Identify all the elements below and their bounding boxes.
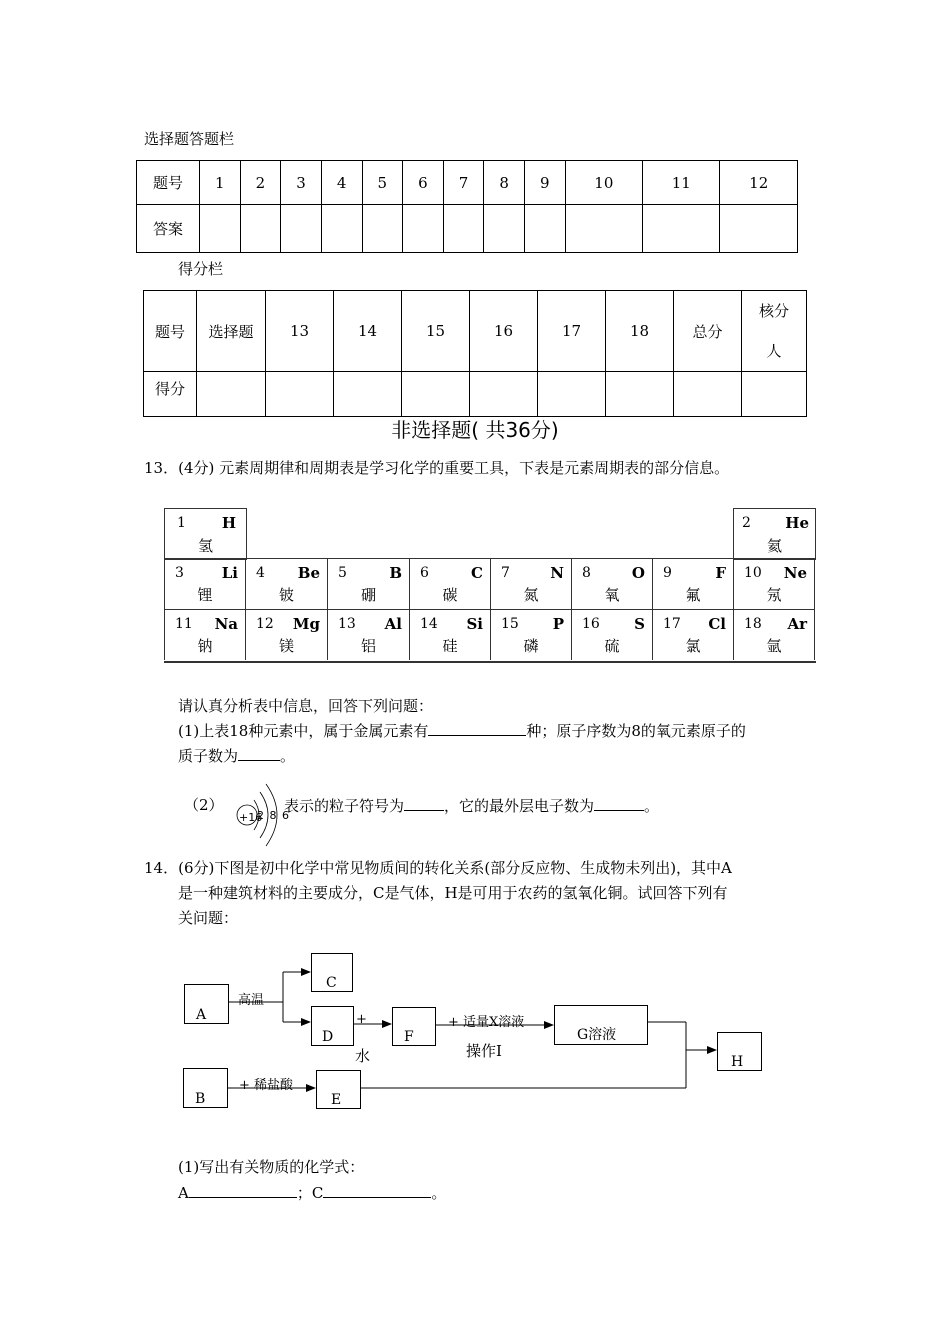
answer-col-number: 8 <box>484 161 525 205</box>
element-name: 氧 <box>604 586 620 604</box>
element-name: 镁 <box>278 637 294 655</box>
periodic-rows <box>164 558 816 663</box>
element-symbol: C <box>471 564 483 582</box>
label-reagent-x: + 适量X溶液 <box>448 1015 525 1030</box>
q14-stem-line3: 关问题： <box>178 909 239 927</box>
answer-cell[interactable] <box>321 205 362 253</box>
element-cell <box>327 559 410 610</box>
element-cell <box>571 610 653 660</box>
q14-a-label: A <box>178 1184 189 1202</box>
element-symbol: H <box>221 514 236 532</box>
q14-end: 。 <box>431 1184 447 1202</box>
element-cell <box>409 559 491 610</box>
label-water: 水 <box>355 1047 371 1065</box>
element-name: 氯 <box>685 637 701 655</box>
q14-stem-line1: 14．(6分)下图是初中化学中常见物质间的转化关系(部分反应物、生成物未列出)，其中A <box>144 859 732 877</box>
q13-intro: 请认真分析表中信息，回答下列问题： <box>178 697 434 715</box>
answer-col-number: 5 <box>362 161 403 205</box>
element-cell <box>490 559 572 610</box>
element-cell <box>571 559 653 610</box>
score-row-header-number: 题号 <box>144 291 197 372</box>
element-number: 8 <box>582 565 591 581</box>
element-number: 3 <box>175 565 184 581</box>
answer-col-number: 1 <box>200 161 241 205</box>
answer-col-number: 9 <box>525 161 566 205</box>
label-operation: 操作Ⅰ <box>466 1042 502 1060</box>
q13-part2-text <box>284 793 659 819</box>
element-name: 钠 <box>197 637 213 655</box>
atom-shell-electrons: 2 8 6 <box>257 809 290 822</box>
node-B-label: B <box>195 1091 206 1107</box>
element-number: 5 <box>338 565 347 581</box>
answer-cell[interactable] <box>565 205 642 253</box>
q13-stem: 13．(4分) 元素周期律和周期表是学习化学的重要工具，下表是元素周期表的部分信息。 <box>144 459 730 477</box>
label-plus: + <box>356 1012 367 1027</box>
q13-part1-line1 <box>178 718 746 744</box>
element-symbol: Cl <box>708 615 726 633</box>
q14-sub1: (1)写出有关物质的化学式： <box>178 1158 365 1176</box>
element-number: 17 <box>663 616 681 632</box>
element-symbol: P <box>552 615 564 633</box>
node-G-label: G溶液 <box>577 1027 617 1043</box>
element-symbol: O <box>631 564 645 582</box>
score-col-checker <box>742 291 807 372</box>
outer-electrons-blank[interactable] <box>594 793 644 811</box>
element-cell <box>245 610 328 660</box>
element-name: 硫 <box>604 637 620 655</box>
answer-col-number: 2 <box>240 161 281 205</box>
answer-col-number: 7 <box>443 161 484 205</box>
q13-p1-end: 。 <box>280 747 296 765</box>
node-F-label: F <box>404 1029 414 1045</box>
element-cell <box>652 559 734 610</box>
answer-cell[interactable] <box>403 205 444 253</box>
score-col-header: 13 <box>266 291 334 372</box>
element-name: 氩 <box>766 637 782 655</box>
metal-count-blank[interactable] <box>428 718 526 736</box>
answer-cell[interactable] <box>200 205 241 253</box>
element-cell <box>733 508 816 560</box>
element-symbol: Li <box>221 564 238 582</box>
score-cell[interactable] <box>470 372 538 417</box>
answer-table <box>136 160 798 253</box>
score-cell[interactable] <box>538 372 606 417</box>
checker-line2: 人 <box>766 342 782 360</box>
element-number: 13 <box>338 616 356 632</box>
node-D <box>311 1006 354 1046</box>
answer-col-number: 11 <box>643 161 720 205</box>
answer-col-number: 3 <box>281 161 322 205</box>
score-cell[interactable] <box>674 372 742 417</box>
element-cell <box>164 610 246 660</box>
element-number: 18 <box>744 616 762 632</box>
score-col-header: 16 <box>470 291 538 372</box>
answer-cell[interactable] <box>643 205 720 253</box>
element-symbol: B <box>389 564 402 582</box>
element-name: 磷 <box>523 637 539 655</box>
answer-cell[interactable] <box>362 205 403 253</box>
score-section-title: 得分栏 <box>178 260 224 278</box>
q13-p1-text-a: (1)上表18种元素中，属于金属元素有 <box>178 722 429 740</box>
answer-cell[interactable] <box>484 205 525 253</box>
element-symbol: Ar <box>787 615 807 633</box>
node-E-label: E <box>331 1092 342 1108</box>
element-name: 氢 <box>197 537 213 555</box>
periodic-table <box>164 508 816 662</box>
answer-cell[interactable] <box>525 205 566 253</box>
proton-count-blank[interactable] <box>238 743 280 761</box>
formula-A-blank[interactable] <box>189 1180 297 1198</box>
q13-p1-text-b: 种；原子序数为8的氧元素原子的 <box>526 722 746 740</box>
answer-section-title: 选择题答题栏 <box>144 130 235 148</box>
score-cell[interactable] <box>197 372 266 417</box>
score-cell[interactable] <box>266 372 334 417</box>
element-symbol: Be <box>297 564 320 582</box>
element-number: 14 <box>420 616 438 632</box>
element-symbol: Mg <box>292 615 320 633</box>
element-name: 铝 <box>360 637 376 655</box>
q13-p1-text-c: 质子数为 <box>178 747 239 765</box>
q13-p2-end: 。 <box>644 797 660 815</box>
element-cell <box>490 610 572 660</box>
element-cell <box>327 610 410 660</box>
score-col-header: 17 <box>538 291 606 372</box>
element-name: 氮 <box>523 586 539 604</box>
checker-line1: 核分 <box>758 302 789 320</box>
element-number: 6 <box>420 565 429 581</box>
answer-cell[interactable] <box>240 205 281 253</box>
node-H-label: H <box>731 1054 744 1070</box>
score-cell[interactable] <box>334 372 402 417</box>
label-hcl: + 稀盐酸 <box>239 1078 294 1093</box>
element-symbol: Si <box>466 615 483 633</box>
score-cell[interactable] <box>402 372 470 417</box>
q13-p2-text-a: 表示的粒子符号为 <box>284 797 405 815</box>
element-symbol: N <box>550 564 564 582</box>
element-number: 2 <box>742 515 751 531</box>
atom-nucleus-label: +16 <box>239 811 263 824</box>
element-name: 碳 <box>442 586 458 604</box>
element-symbol: Na <box>214 615 238 633</box>
element-name: 氦 <box>766 537 782 555</box>
element-name: 氖 <box>766 586 782 604</box>
score-row-header-score: 得分 <box>144 372 197 417</box>
answer-row-header-number: 题号 <box>137 161 200 205</box>
node-B <box>183 1068 228 1108</box>
answer-col-number: 4 <box>321 161 362 205</box>
node-A-label: A <box>196 1007 207 1023</box>
element-cell <box>733 610 815 660</box>
node-C-label: C <box>326 975 337 991</box>
q13-p2-text-b: ，它的最外层电子数为 <box>444 797 595 815</box>
element-number: 7 <box>501 565 510 581</box>
answer-cell[interactable] <box>443 205 484 253</box>
element-number: 1 <box>177 515 186 531</box>
answer-cell[interactable] <box>281 205 322 253</box>
q14-sep: ；C <box>296 1184 324 1202</box>
node-D-label: D <box>322 1029 334 1045</box>
element-symbol: Al <box>384 615 402 633</box>
q13-part1-line2 <box>178 743 295 769</box>
element-cell <box>245 559 328 610</box>
answer-col-number: 12 <box>720 161 798 205</box>
score-col-header: 18 <box>606 291 674 372</box>
score-col-header: 15 <box>402 291 470 372</box>
node-C <box>311 953 353 992</box>
node-A <box>184 984 229 1024</box>
q14-sub1-answers <box>178 1180 446 1206</box>
node-G <box>554 1005 648 1045</box>
score-col-header: 14 <box>334 291 402 372</box>
element-cell <box>164 508 247 560</box>
answer-cell[interactable] <box>720 205 798 253</box>
element-cell <box>652 610 734 660</box>
score-col-header: 选择题 <box>197 291 266 372</box>
label-high-temp: 高温 <box>238 993 265 1008</box>
element-symbol: Ne <box>783 564 807 582</box>
element-cell <box>164 559 246 610</box>
element-number: 4 <box>256 565 265 581</box>
q14-stem-line2: 是一种建筑材料的主要成分，C是气体，H是可用于农药的氢氧化铜。试回答下列有 <box>178 884 728 902</box>
element-number: 15 <box>501 616 519 632</box>
element-name: 硼 <box>360 586 376 604</box>
node-E <box>316 1070 361 1109</box>
element-cell <box>409 610 491 660</box>
section-heading: 非选择题( 共36分) <box>391 418 559 442</box>
element-number: 12 <box>256 616 274 632</box>
formula-C-blank[interactable] <box>323 1180 431 1198</box>
element-name: 铍 <box>278 586 294 604</box>
score-cell[interactable] <box>606 372 674 417</box>
element-number: 9 <box>663 565 672 581</box>
element-name: 锂 <box>197 586 213 604</box>
answer-col-number: 10 <box>565 161 642 205</box>
score-table <box>143 290 807 417</box>
answer-row-header-answer: 答案 <box>137 205 200 253</box>
node-F <box>392 1007 436 1046</box>
answer-col-number: 6 <box>403 161 444 205</box>
flow-diagram-lines <box>0 940 950 1120</box>
element-number: 11 <box>175 616 193 632</box>
q13-part2-label: （2） <box>184 796 224 814</box>
node-H <box>717 1032 762 1071</box>
element-symbol: S <box>634 615 645 633</box>
element-number: 10 <box>744 565 762 581</box>
score-cell[interactable] <box>742 372 807 417</box>
element-cell <box>733 559 815 610</box>
element-symbol: He <box>785 514 809 532</box>
particle-symbol-blank[interactable] <box>404 793 444 811</box>
score-col-header: 总分 <box>674 291 742 372</box>
element-number: 16 <box>582 616 600 632</box>
element-name: 硅 <box>442 637 458 655</box>
element-name: 氟 <box>685 586 701 604</box>
element-symbol: F <box>715 564 726 582</box>
